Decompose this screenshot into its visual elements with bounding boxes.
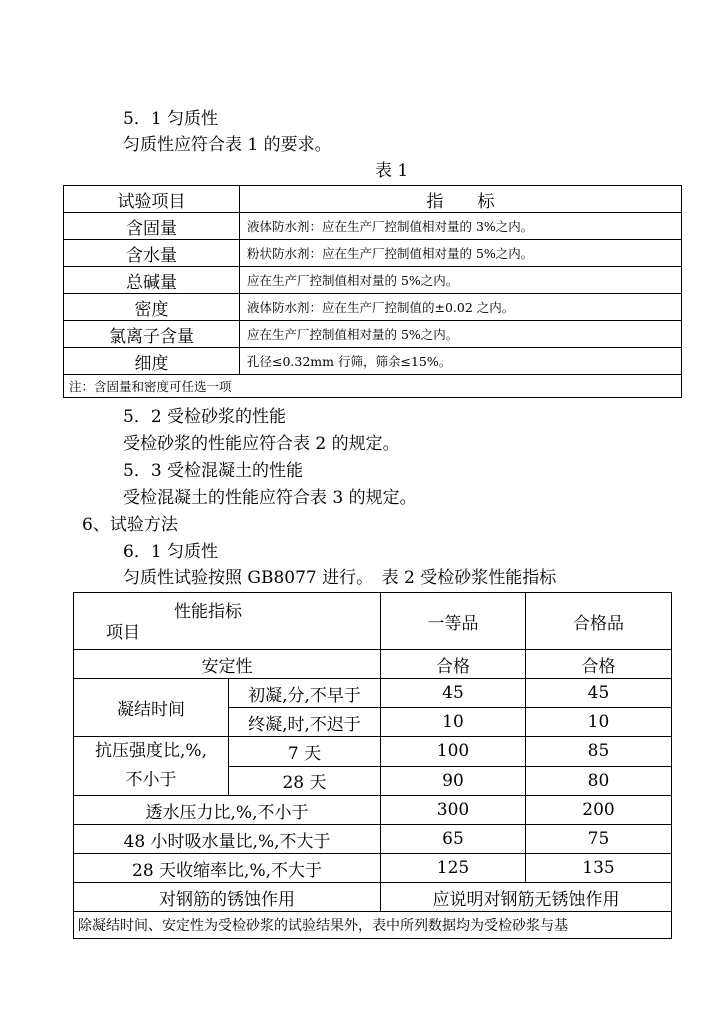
table-header-row (64, 186, 682, 213)
value-cell: 125 (381, 854, 526, 883)
group-label-cell (74, 737, 229, 796)
value-cell: 200 (526, 796, 672, 825)
table-row (74, 650, 672, 679)
table-2-mortar-performance (73, 592, 672, 939)
value-cell: 10 (526, 708, 672, 737)
value-cell: 65 (381, 825, 526, 854)
label-cell: 初凝,分,不早于 (229, 679, 381, 708)
item-cell: 总碱量 (64, 267, 240, 294)
section-heading-5-1: 5．1 匀质性 (123, 109, 219, 129)
table-row (64, 321, 682, 348)
paragraph-table1-intro: 匀质性应符合表 1 的要求。 (123, 135, 332, 155)
table-row (74, 883, 672, 912)
value-cell: 300 (381, 796, 526, 825)
value-cell: 85 (526, 737, 672, 767)
label-cell: 28 天 (229, 766, 381, 796)
value-cell: 75 (526, 825, 672, 854)
value-cell: 90 (381, 766, 526, 796)
item-cell: 氯离子含量 (64, 321, 240, 348)
paragraph-table2-ref: 受检砂浆的性能应符合表 2 的规定。 (123, 434, 400, 454)
value-cell: 45 (381, 679, 526, 708)
table-row (74, 737, 672, 767)
table1-caption: 表 1 (375, 161, 409, 181)
spec-cell: 应在生产厂控制值相对量的 5%之内。 (240, 267, 682, 294)
item-cell: 细度 (64, 348, 240, 375)
table-row (74, 679, 672, 708)
item-cell: 含固量 (64, 213, 240, 240)
value-cell: 45 (526, 679, 672, 708)
table2-note: 除凝结时间、安定性为受检砂浆的试验结果外，表中所列数据均为受检砂浆与基 (74, 912, 672, 939)
group-label-cell: 凝结时间 (74, 679, 229, 737)
table-header-cell: 试验项目 (64, 186, 240, 213)
table-header-item-cell (74, 593, 381, 650)
table-note-row (64, 375, 682, 398)
paragraph-test-method: 匀质性试验按照 GB8077 进行。 表 2 受检砂浆性能指标 (123, 568, 557, 588)
table-header-cell: 指 标 (240, 186, 682, 213)
spec-cell: 应在生产厂控制值相对量的 5%之内。 (240, 321, 682, 348)
table-note-row (74, 912, 672, 939)
label-cell: 安定性 (74, 650, 381, 679)
table-row (74, 854, 672, 883)
table-row (64, 267, 682, 294)
value-cell: 合格 (526, 650, 672, 679)
item-cell: 含水量 (64, 240, 240, 267)
table-row (74, 825, 672, 854)
item-cell: 密度 (64, 294, 240, 321)
value-cell: 100 (381, 737, 526, 767)
table-header-row (74, 593, 672, 650)
table-row (64, 294, 682, 321)
strength-label-line1: 抗压强度比,%, (95, 741, 207, 761)
table1-note: 注：含固量和密度可任选一项 (64, 375, 682, 398)
label-cell: 透水压力比,%,不小于 (74, 796, 381, 825)
table-row (64, 240, 682, 267)
strength-label-line2: 不小于 (125, 770, 177, 790)
table-header-cell: 一等品 (381, 593, 526, 650)
spec-cell: 液体防水剂：应在生产厂控制值的±0.02 之内。 (240, 294, 682, 321)
spec-cell: 粉状防水剂：应在生产厂控制值相对量的 5%之内。 (240, 240, 682, 267)
header-indicator-label: 性能指标 (174, 602, 242, 622)
section-heading-5-2: 5．2 受检砂浆的性能 (123, 407, 287, 427)
label-cell: 28 天收缩率比,%,不大于 (74, 854, 381, 883)
label-cell: 48 小时吸水量比,%,不大于 (74, 825, 381, 854)
value-cell: 应说明对钢筋无锈蚀作用 (381, 883, 672, 912)
table-row (64, 348, 682, 375)
section-heading-5-3: 5．3 受检混凝土的性能 (123, 461, 304, 481)
label-cell: 终凝,时,不迟于 (229, 708, 381, 737)
value-cell: 合格 (381, 650, 526, 679)
header-item-label: 项目 (106, 623, 140, 643)
table-row (64, 213, 682, 240)
value-cell: 10 (381, 708, 526, 737)
paragraph-table3-ref: 受检混凝土的性能应符合表 3 的规定。 (123, 488, 417, 508)
value-cell: 80 (526, 766, 672, 796)
table-1-uniformity (63, 185, 682, 398)
label-cell: 对钢筋的锈蚀作用 (74, 883, 381, 912)
section-heading-6: 6、试验方法 (82, 515, 178, 535)
value-cell: 135 (526, 854, 672, 883)
spec-cell: 孔径≤0.32mm 行筛，筛余≤15%。 (240, 348, 682, 375)
spec-cell: 液体防水剂：应在生产厂控制值相对量的 3%之内。 (240, 213, 682, 240)
table-row (74, 796, 672, 825)
table-header-cell: 合格品 (526, 593, 672, 650)
section-heading-6-1: 6．1 匀质性 (123, 542, 219, 562)
label-cell: 7 天 (229, 737, 381, 767)
